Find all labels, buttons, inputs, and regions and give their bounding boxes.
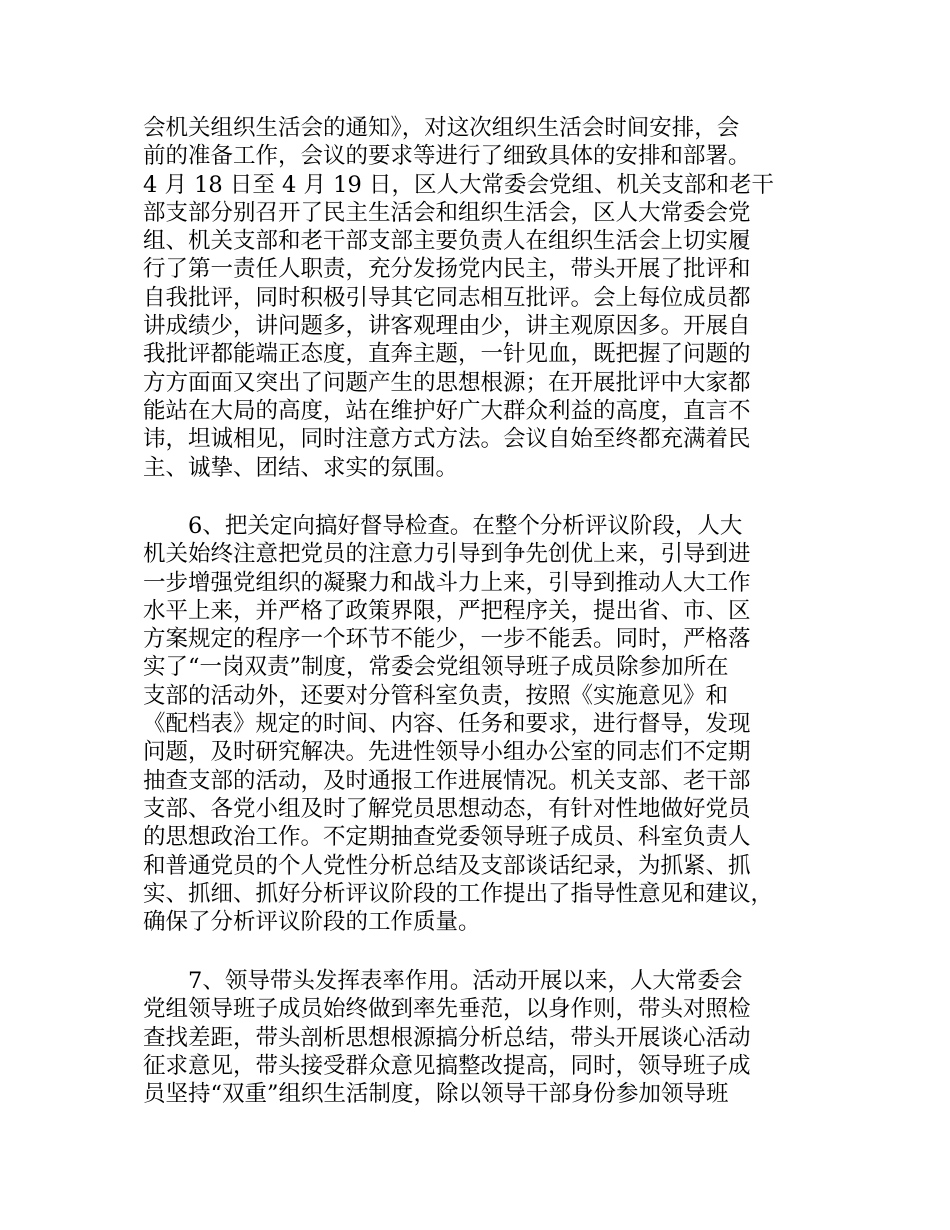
paragraph-item-6 [143, 512, 843, 936]
text-line: 《配档表》规定的时间、内容、任务和要求，进行督导，发现 [143, 711, 751, 738]
text-line: 自我批评，同时积极引导其它同志相互批评。会上每位成员都 [143, 284, 751, 311]
text-line: 我批评都能端正态度，直奔主题，一针见血，既把握了问题的 [143, 341, 751, 368]
text-line: 讳，坦诚相见，同时注意方式方法。会议自始至终都充满着民 [143, 426, 751, 453]
text-line: 征求意见，带头接受群众意见搞整改提高，同时，领导班子成 [143, 1052, 751, 1079]
text-line: 确保了分析评议阶段的工作质量。 [143, 909, 481, 936]
text-line: 一步增强党组织的凝聚力和战斗力上来，引导到推动人大工作 [143, 569, 751, 596]
text-line: 机关始终注意把党员的注意力引导到争先创优上来，引导到进 [143, 541, 751, 568]
text-line: 查找差距，带头剖析思想根源搞分析总结，带头开展谈心活动 [143, 1024, 751, 1051]
text-line: 前的准备工作，会议的要求等进行了细致具体的安排和部署。 [143, 143, 751, 170]
text-line: 的思想政治工作。不定期抽查党委领导班子成员、科室负责人 [143, 824, 751, 851]
text-line: 水平上来，并严格了政策界限，严把程序关，提出省、市、区 [143, 597, 751, 624]
text-line: 行了第一责任人职责，充分发扬党内民主，带头开展了批评和 [143, 256, 751, 283]
paragraph-item-7 [143, 967, 843, 1108]
text-line: 部支部分别召开了民主生活会和组织生活会，区人大常委会党 [143, 199, 751, 226]
text-line: 6、把关定向搞好督导检查。在整个分析评议阶段，人大 [188, 513, 743, 539]
text-line: 4 月 18 日至 4 月 19 日，区人大常委会党组、机关支部和老干 [143, 171, 774, 198]
text-line: 实了“一岗双责”制度，常委会党组领导班子成员除参加所在 [143, 654, 729, 681]
text-line: 抽查支部的活动，及时通报工作进展情况。机关支部、老干部 [143, 767, 751, 794]
text-line: 会机关组织生活会的通知》，对这次组织生活会时间安排，会 [143, 115, 740, 141]
text-line: 问题，及时研究解决。先进性领导小组办公室的同志们不定期 [143, 739, 751, 766]
text-line: 支部的活动外，还要对分管科室负责，按照《实施意见》和 [143, 682, 729, 709]
text-line: 方案规定的程序一个环节不能少，一步不能丢。同时，严格落 [143, 626, 751, 653]
text-line: 员坚持“双重”组织生活制度，除以领导干部身份参加领导班 [143, 1081, 729, 1108]
paragraph-meeting-summary [143, 114, 843, 482]
text-line: 支部、各党小组及时了解党员思想动态，有针对性地做好党员 [143, 795, 751, 822]
text-line: 7、领导带头发挥表率作用。活动开展以来，人大常委会 [188, 968, 743, 994]
text-line: 主、诚挚、团结、求实的氛围。 [143, 454, 459, 481]
text-line: 讲成绩少，讲问题多，讲客观理由少，讲主观原因多。开展自 [143, 313, 751, 340]
text-line: 方方面面又突出了问题产生的思想根源；在开展批评中大家都 [143, 369, 751, 396]
text-line: 组、机关支部和老干部支部主要负责人在组织生活会上切实履 [143, 228, 751, 255]
text-line: 实、抓细、抓好分析评议阶段的工作提出了指导性意见和建议， [143, 880, 774, 907]
text-line: 能站在大局的高度，站在维护好广大群众利益的高度，直言不 [143, 397, 751, 424]
text-line: 和普通党员的个人党性分析总结及支部谈话纪录，为抓紧、抓 [143, 852, 751, 879]
text-line: 党组领导班子成员始终做到率先垂范，以身作则，带头对照检 [143, 996, 751, 1023]
